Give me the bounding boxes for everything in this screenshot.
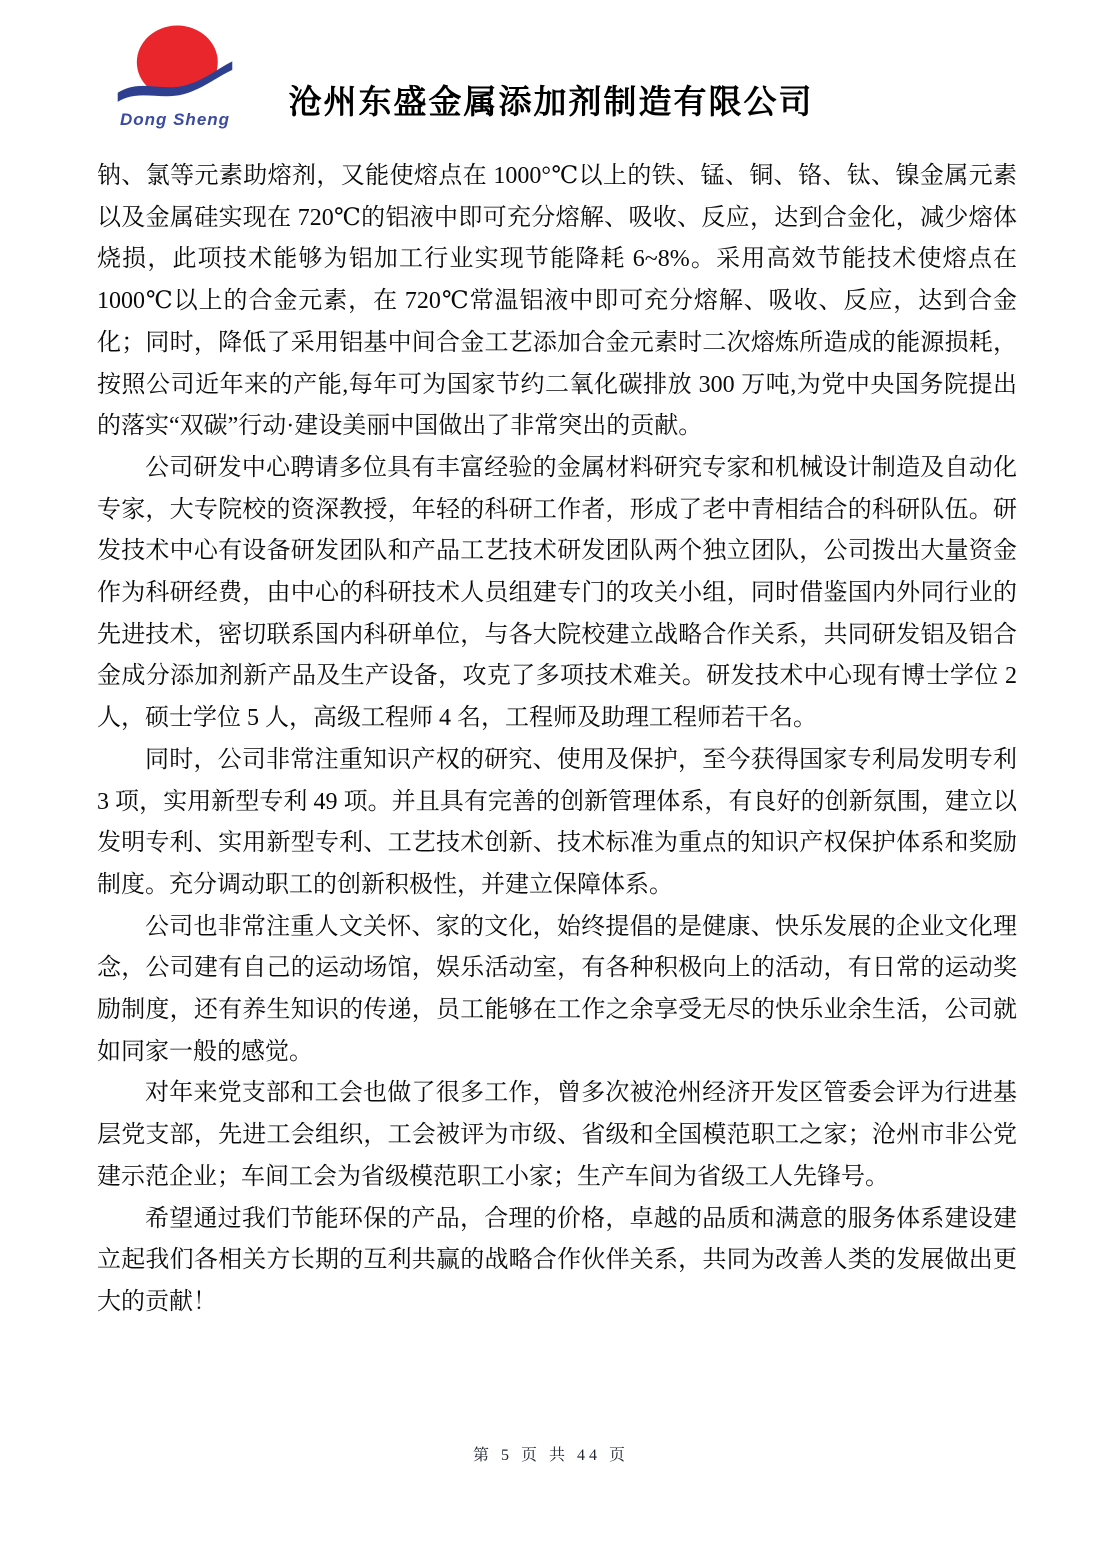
body-paragraph: 希望通过我们节能环保的产品，合理的价格，卓越的品质和满意的服务体系建设建立起我们各相关方长期的互利共赢的战略合作伙伴关系，共同为改善人类的发展做出更大的贡献！ (97, 1205, 1017, 1315)
company-title: 沧州东盛金属添加剂制造有限公司 (288, 85, 814, 121)
logo-brand-text: Dong Sheng (119, 110, 231, 129)
page-number: 第 5 页 共 44 页 (472, 1447, 629, 1464)
body-paragraph: 公司研发中心聘请多位具有丰富经验的金属材料研究专家和机械设计制造及自动化专家，大专院校的资深教授，年轻的科研工作者，形成了老中青相结合的科研队伍。研发技术中心有设备研发团队和产品工艺技术研发团队两个独立团队，公司拨出大量资金作为科研经费，由中心的科研技术人员组建专门的攻关小组，同时借鉴国内外同行业的先进技术，密切联系国内科研单位，与各大院校建立战略合作关系，共同研发铝及铝合金成分添加剂新产品及生产设备，攻克了多项技术难关。研发技术中心现有博士学位 2 人，硕士学位 5 人，高级工程师 4 名，工程师及助理工程师若干名。 (97, 454, 1017, 732)
document-body (97, 156, 1017, 1324)
body-paragraph: 对年来党支部和工会也做了很多工作，曾多次被沧州经济开发区管委会评为行进基层党支部，先进工会组织，工会被评为市级、省级和全国模范职工之家；沧州市非公党建示范企业；车间工会为省级模范职工小家；生产车间为省级工人先锋号。 (97, 1080, 1017, 1190)
body-paragraph: 同时，公司非常注重知识产权的研究、使用及保护，至今获得国家专利局发明专利 3 项，实用新型专利 49 项。并且具有完善的创新管理体系，有良好的创新氛围，建立以发明专利、实用新型专利、工艺技术创新、技术标准为重点的知识产权保护体系和奖励制度。充分调动职工的创新积极性，并建立保障体系。 (97, 746, 1017, 898)
body-paragraph: 公司也非常注重人文关怀、家的文化，始终提倡的是健康、快乐发展的企业文化理念，公司建有自己的运动场馆，娱乐活动室，有各种积极向上的活动，有日常的运动奖励制度，还有养生知识的传递，员工能够在工作之余享受无尽的快乐业余生活，公司就如同家一般的感觉。 (97, 913, 1017, 1065)
body-paragraph: 钠、氯等元素助熔剂，又能使熔点在 1000°℃以上的铁、锰、铜、铬、钛、镍金属元素以及金属硅实现在 720℃的铝液中即可充分熔解、吸收、反应，达到合金化，减少熔体烧损，此项技术能够为铝加工行业实现节能降耗 6~8%。采用高效节能技术使熔点在 1000℃以上的合金元素，在 720℃常温铝液中即可充分熔解、吸收、反应，达到合金化；同时，降低了采用铝基中间合金工艺添加合金元素时二次熔炼所造成的能源损耗，按照公司近年来的产能,每年可为国家节约二氧化碳排放 300 万吨,为党中央国务院提出的落实“双碳”行动·建设美丽中国做出了非常突出的贡献。 (97, 163, 1017, 440)
